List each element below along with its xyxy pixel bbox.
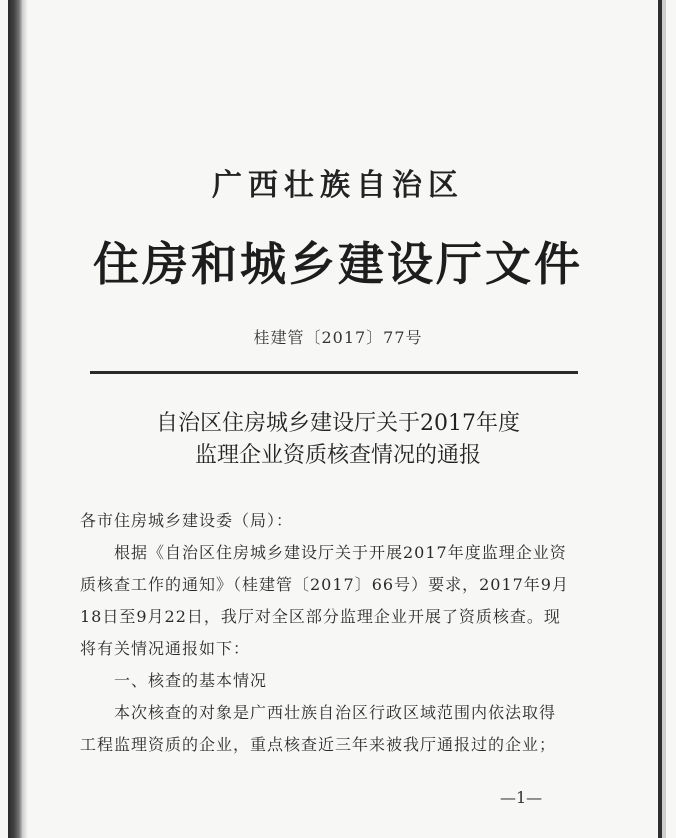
header-divider — [90, 371, 578, 374]
document-number: 桂建管〔2017〕77号 — [253, 328, 423, 347]
paragraph-1-line-3: 18日至9月22日，我厅对全区部分监理企业开展了资质核查。现 — [80, 607, 561, 626]
document-title — [0, 408, 676, 472]
paragraph-1-line-1: 根据《自治区住房城乡建设厅关于开展2017年度监理企业资 — [114, 543, 567, 562]
paragraph-1-line-2: 质核查工作的通知》（桂建管〔2017〕66号）要求，2017年9月 — [80, 575, 569, 594]
issuer-department: 住房和城乡建设厅文件 — [93, 237, 583, 291]
page-number: —1— — [500, 788, 543, 807]
paragraph-2-line-1: 本次核查的对象是广西壮族自治区行政区域范围内依法取得 — [114, 703, 557, 722]
paragraph-2-line-2: 工程监理资质的企业，重点核查近三年来被我厅通报过的企业； — [80, 735, 557, 754]
section-1-heading: 一、核查的基本情况 — [114, 671, 268, 690]
salutation: 各市住房城乡建设委（局）： — [80, 511, 294, 530]
issuer-region: 广西壮族自治区 — [212, 168, 464, 203]
paragraph-1-line-4: 将有关情况通报如下： — [80, 639, 251, 658]
document-title-line-2: 监理企业资质核查情况的通报 — [194, 443, 481, 468]
document-title-line-1: 自治区住房城乡建设厅关于2017年度 — [156, 411, 520, 436]
document-body — [80, 505, 600, 761]
